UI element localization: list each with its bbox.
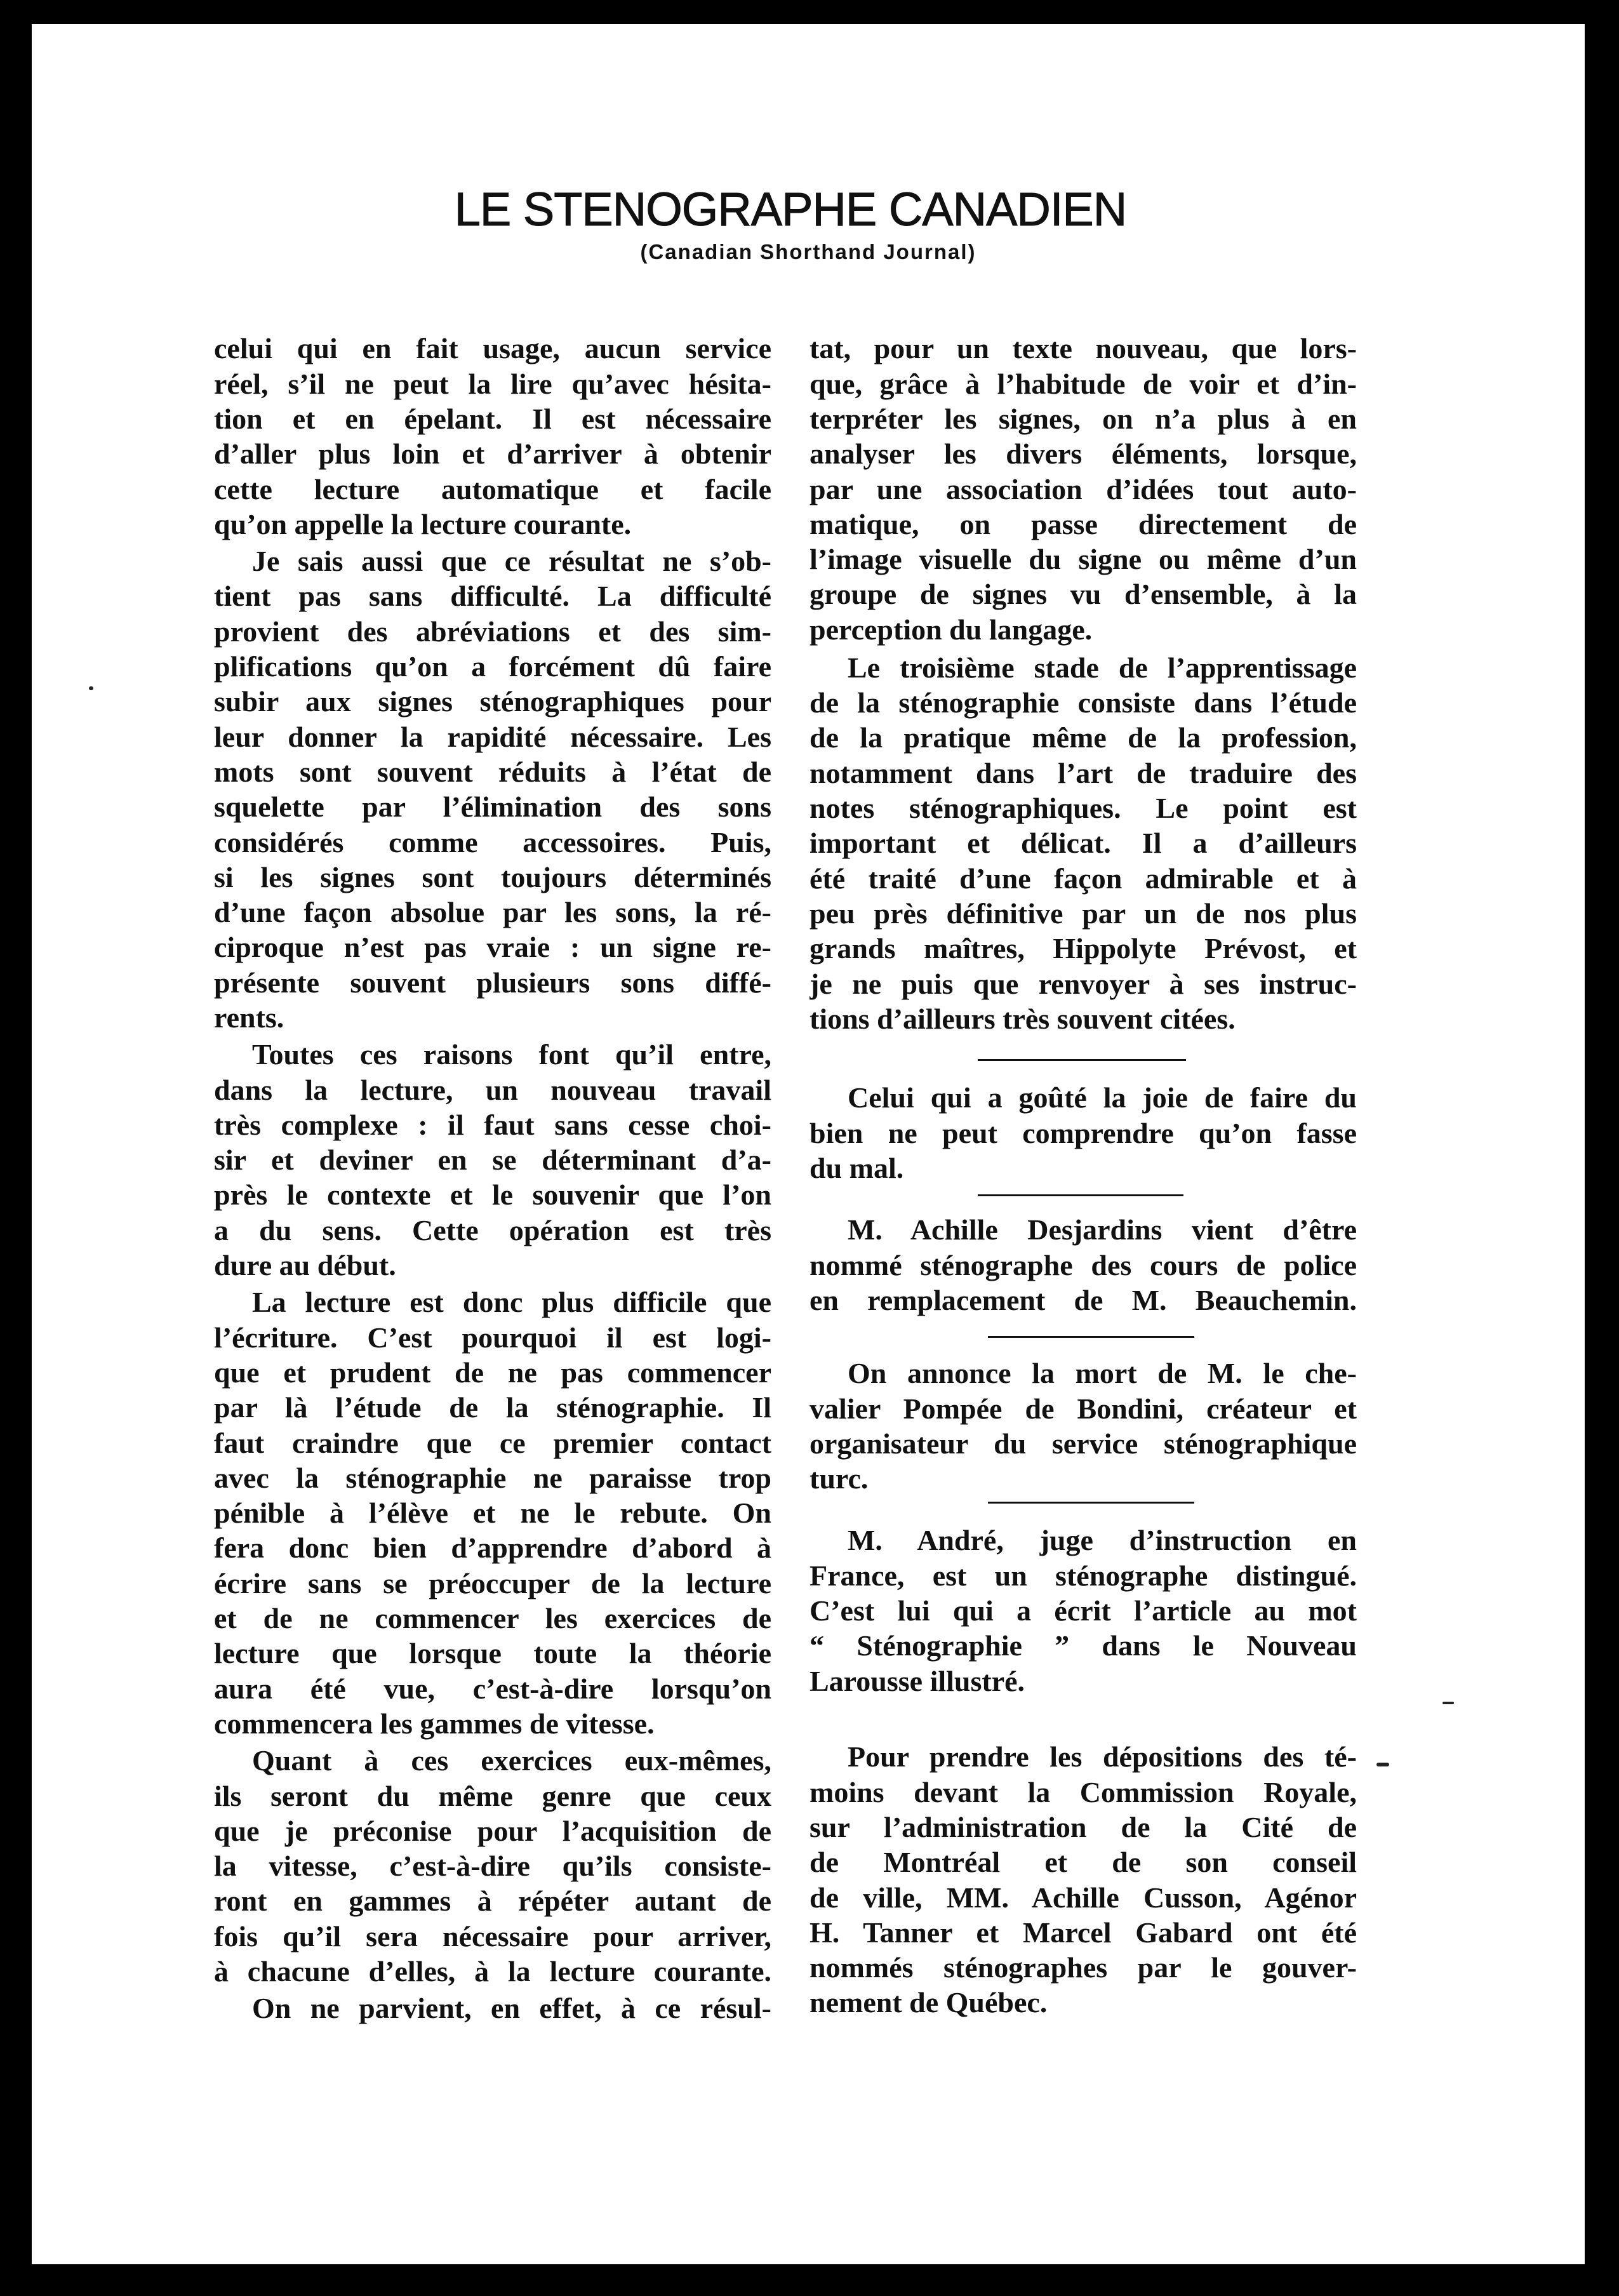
text-line: H. Tanner et Marcel Gabard ont été: [810, 1916, 1357, 1949]
text-line: nement de Québec.: [810, 1986, 1048, 2019]
text-line: moins devant la Commission Royale,: [810, 1775, 1357, 1808]
text-line: sir et deviner en se déterminant d’a-: [214, 1144, 771, 1177]
text-line: subir aux signes sténographiques pour: [214, 685, 771, 718]
separator-rule: [978, 1194, 1183, 1196]
paragraph: [810, 331, 1357, 647]
text-line: je ne puis que renvoyer à ses instruc-: [810, 967, 1357, 1000]
masthead-subtitle: (Canadian Shorthand Journal): [640, 240, 976, 264]
text-line: provient des abréviations et des sim-: [214, 615, 771, 648]
text-line: terpréter les signes, on n’a plus à en: [810, 402, 1357, 435]
paragraph: [810, 1523, 1357, 1698]
text-line: Celui qui a goûté la joie de faire du: [848, 1081, 1357, 1114]
text-line: qu’on appelle la lecture courante.: [214, 507, 632, 540]
paragraph: [810, 650, 1357, 1036]
text-line: de la pratique même de la profession,: [810, 721, 1357, 754]
text-line: M. André, juge d’instruction en: [848, 1524, 1357, 1557]
text-line: par une association d’idées tout auto-: [810, 472, 1357, 505]
text-line: C’est lui qui a écrit l’article au mot: [810, 1594, 1357, 1627]
paragraph: [214, 544, 771, 1035]
text-line: écrire sans se préoccuper de la lecture: [214, 1566, 771, 1599]
text-line: d’une façon absolue par les sons, la ré-: [214, 896, 771, 929]
paragraph: [214, 1743, 771, 1989]
text-line: Pour prendre les dépositions des té-: [848, 1740, 1357, 1773]
text-line: nommé sténographe des cours de police: [810, 1248, 1357, 1281]
paragraph: [214, 331, 771, 542]
text-line: près le contexte et le souvenir que l’on: [214, 1178, 771, 1211]
text-line: leur donner la rapidité nécessaire. Les: [214, 720, 771, 753]
text-line: par là l’étude de la sténographie. Il: [214, 1391, 771, 1424]
text-line: commencera les gammes de vitesse.: [214, 1707, 655, 1740]
text-line: sur l’administration de la Cité de: [810, 1810, 1357, 1843]
text-line: ront en gammes à répéter autant de: [214, 1885, 771, 1918]
text-line: fera donc bien d’apprendre d’abord à: [214, 1532, 771, 1565]
text-line: si les signes sont toujours déterminés: [214, 860, 771, 893]
text-line: que, grâce à l’habitude de voir et d’in-: [810, 367, 1357, 400]
text-line: que et prudent de ne pas commencer: [214, 1356, 771, 1389]
text-line: valier Pompée de Bondini, créateur et: [810, 1392, 1357, 1425]
text-line: squelette par l’élimination des sons: [214, 791, 771, 824]
text-line: pénible à l’élève et ne le rebute. On: [214, 1497, 771, 1530]
text-line: perception du langage.: [810, 613, 1093, 646]
text-line: celui qui en fait usage, aucun service: [214, 332, 771, 365]
text-line: dure au début.: [214, 1249, 396, 1282]
text-line: et de ne commencer les exercices de: [214, 1602, 771, 1635]
text-line: lecture que lorsque toute la théorie: [214, 1637, 771, 1670]
paragraph: [810, 1212, 1357, 1318]
text-line: Je sais aussi que ce résultat ne s’ob-: [252, 545, 771, 578]
text-line: ils seront du même genre que ceux: [214, 1779, 771, 1812]
text-line: que je préconise pour l’acquisition de: [214, 1814, 771, 1847]
text-line: notamment dans l’art de traduire des: [810, 756, 1357, 789]
paragraph: [810, 1739, 1357, 2020]
paragraph: [810, 1080, 1357, 1185]
text-line: notes sténographiques. Le point est: [810, 792, 1357, 825]
text-line: tion et en épelant. Il est nécessaire: [214, 402, 771, 435]
right-column: [810, 0, 1357, 2296]
text-line: la vitesse, c’est-à-dire qu’ils consiste-: [214, 1850, 771, 1883]
scan-speck: [1376, 1763, 1389, 1766]
text-line: du mal.: [810, 1151, 904, 1184]
text-line: La lecture est donc plus difficile que: [252, 1286, 771, 1319]
text-line: Larousse illustré.: [810, 1664, 1025, 1697]
scan-speck: [1442, 1702, 1454, 1704]
text-line: nommés sténographes par le gouver-: [810, 1951, 1357, 1984]
text-line: analyser les divers éléments, lorsque,: [810, 437, 1357, 471]
text-line: Quant à ces exercices eux-mêmes,: [252, 1744, 771, 1777]
text-line: a du sens. Cette opération est très: [214, 1213, 771, 1246]
text-line: considérés comme accessoires. Puis,: [214, 825, 771, 858]
text-line: aura été vue, c’est-à-dire lorsqu’on: [214, 1672, 771, 1705]
text-line: avec la sténographie ne paraisse trop: [214, 1461, 771, 1494]
text-line: faut craindre que ce premier contact: [214, 1426, 771, 1459]
text-line: plifications qu’on a forcément dû faire: [214, 650, 771, 683]
text-line: “ Sténographie ” dans le Nouveau: [810, 1629, 1357, 1662]
text-line: turc.: [810, 1462, 869, 1495]
text-line: l’écriture. C’est pourquoi il est logi-: [214, 1321, 771, 1354]
text-line: dans la lecture, un nouveau travail: [214, 1073, 771, 1106]
text-line: d’aller plus loin et d’arriver à obtenir: [214, 437, 771, 471]
text-line: France, est un sténographe distingué.: [810, 1559, 1357, 1592]
text-line: présente souvent plusieurs sons diffé-: [214, 966, 771, 999]
text-line: à chacune d’elles, à la lecture courante.: [214, 1955, 771, 1987]
text-line: grands maîtres, Hippolyte Prévost, et: [810, 932, 1357, 965]
text-line: peu près définitive par un de nos plus: [810, 897, 1357, 930]
text-line: On annonce la mort de M. le che-: [848, 1357, 1357, 1390]
text-line: M. Achille Desjardins vient d’être: [848, 1213, 1357, 1246]
text-line: important et délicat. Il a d’ailleurs: [810, 827, 1357, 860]
paragraph: [214, 1285, 771, 1741]
text-line: tient pas sans difficulté. La difficulté: [214, 580, 771, 613]
text-line: Le troisième stade de l’apprentissage: [848, 651, 1357, 684]
text-line: matique, on passe directement de: [810, 507, 1357, 540]
separator-rule: [988, 1502, 1194, 1504]
text-line: rents.: [214, 1001, 284, 1034]
text-line: réel, s’il ne peut la lire qu’avec hésita-: [214, 367, 771, 400]
masthead-title: LE STENOGRAPHE CANADIEN: [454, 183, 1127, 236]
text-line: On ne parvient, en effet, à ce résul-: [252, 1992, 771, 2025]
text-line: été traité d’une façon admirable et à: [810, 862, 1357, 895]
paragraph: [214, 1991, 771, 2026]
text-line: fois qu’il sera nécessaire pour arriver,: [214, 1919, 771, 1952]
text-line: Toutes ces raisons font qu’il entre,: [252, 1038, 771, 1071]
text-line: de la sténographie consiste dans l’étude: [810, 686, 1357, 719]
scan-speck: [89, 686, 93, 690]
text-line: en remplacement de M. Beauchemin.: [810, 1283, 1357, 1316]
paragraph: [810, 1356, 1357, 1496]
separator-rule: [978, 1059, 1186, 1061]
left-column: [214, 331, 771, 2026]
text-line: organisateur du service sténographique: [810, 1427, 1357, 1460]
text-line: ciproque n’est pas vraie : un signe re-: [214, 931, 771, 964]
separator-rule: [988, 1336, 1194, 1338]
paragraph: [214, 1037, 771, 1283]
text-line: de ville, MM. Achille Cusson, Agénor: [810, 1881, 1357, 1914]
text-line: tions d’ailleurs très souvent citées.: [810, 1002, 1236, 1035]
text-line: l’image visuelle du signe ou même d’un: [810, 543, 1357, 576]
text-line: tat, pour un texte nouveau, que lors-: [810, 332, 1357, 365]
text-line: mots sont souvent réduits à l’état de: [214, 755, 771, 788]
text-line: cette lecture automatique et facile: [214, 472, 771, 505]
text-line: groupe de signes vu d’ensemble, à la: [810, 578, 1357, 611]
text-line: de Montréal et de son conseil: [810, 1846, 1357, 1879]
text-line: bien ne peut comprendre qu’on fasse: [810, 1116, 1357, 1149]
text-line: très complexe : il faut sans cesse choi-: [214, 1108, 771, 1141]
